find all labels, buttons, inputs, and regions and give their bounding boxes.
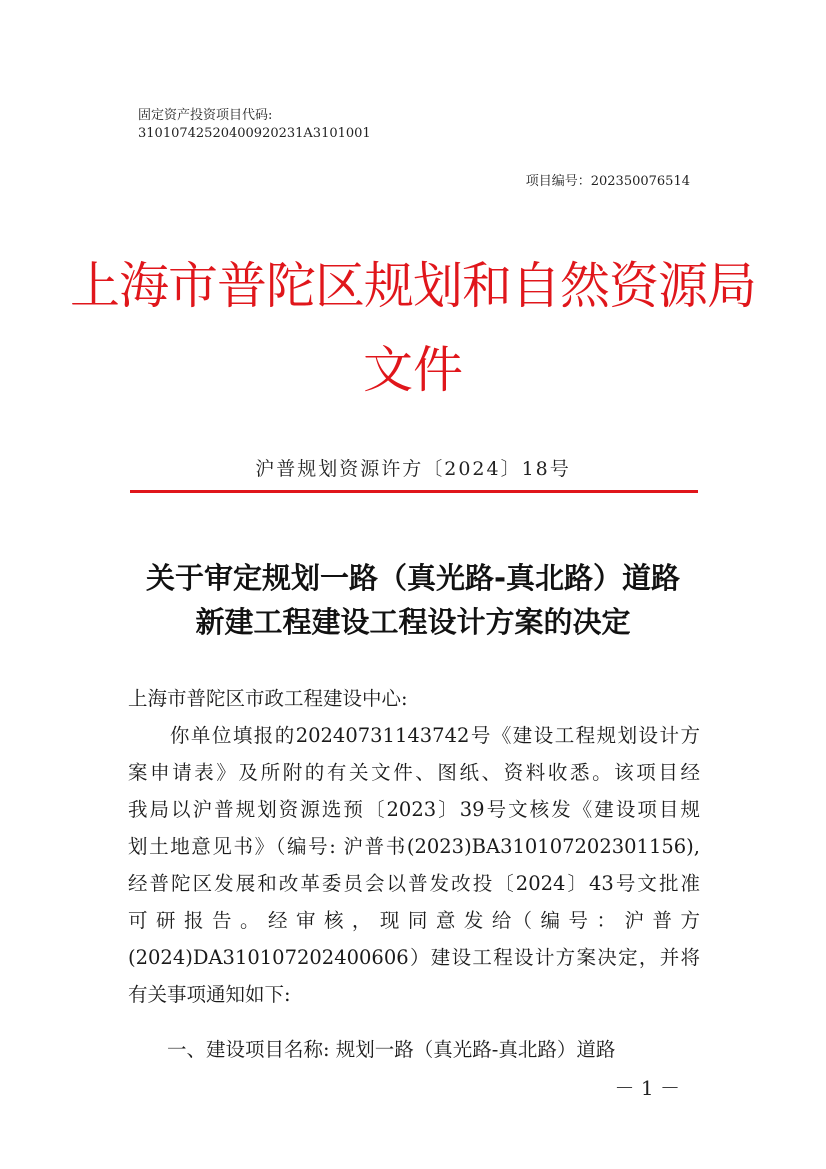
- body-paragraph: [128, 717, 700, 1013]
- project-number: 项目编号：202350076514: [525, 174, 690, 189]
- paragraph-line: (2024)DA310107202400606）建设工程设计方案决定，并将: [128, 946, 700, 969]
- document-number: 沪普规划资源许方〔2024〕18号: [255, 458, 571, 480]
- issuer-title: 上海市普陀区规划和自然资源局: [70, 257, 756, 315]
- paragraph-line: 我局以沪普规划资源选预〔2023〕39号文核发《建设项目规: [128, 798, 700, 821]
- salutation: [128, 680, 700, 717]
- subject-line-2: 新建工程建设工程设计方案的决定: [195, 605, 631, 639]
- salutation-text: 上海市普陀区市政工程建设中心:: [128, 687, 408, 710]
- list-item-text: 一、建设项目名称: 规划一路（真光路-真北路）道路: [128, 1038, 616, 1061]
- paragraph-line: 经普陀区发展和改革委员会以普发改投〔2024〕43号文批准: [128, 872, 700, 895]
- paragraph-line: 可 研 报 告 。 经 审 核 ， 现 同 意 发 给（ 编 号 ： 沪 普 方: [128, 909, 700, 932]
- issuer-title-suffix: 文件: [363, 341, 463, 399]
- investment-code-label: 固定资产投资项目代码:: [138, 108, 273, 123]
- investment-code: 31010742520400920231A3101001: [138, 126, 371, 141]
- paragraph-line: 划土地意见书》（编号: 沪普书(2023)BA310107202301156),: [128, 835, 700, 858]
- page-number: [0, 1072, 826, 1101]
- page-number-text: － 1 －: [614, 1076, 680, 1100]
- paragraph-line: 有关事项通知如下:: [128, 983, 291, 1006]
- subject-line-1: 关于审定规划一路（真光路-真北路）道路: [145, 561, 681, 595]
- red-divider: [130, 490, 698, 493]
- paragraph-line: 案申请表》及所附的有关文件、图纸、资料收悉。该项目经: [128, 761, 700, 784]
- list-item: [128, 1031, 700, 1068]
- paragraph-line: 你单位填报的20240731143742号《建设工程规划设计方: [128, 724, 700, 747]
